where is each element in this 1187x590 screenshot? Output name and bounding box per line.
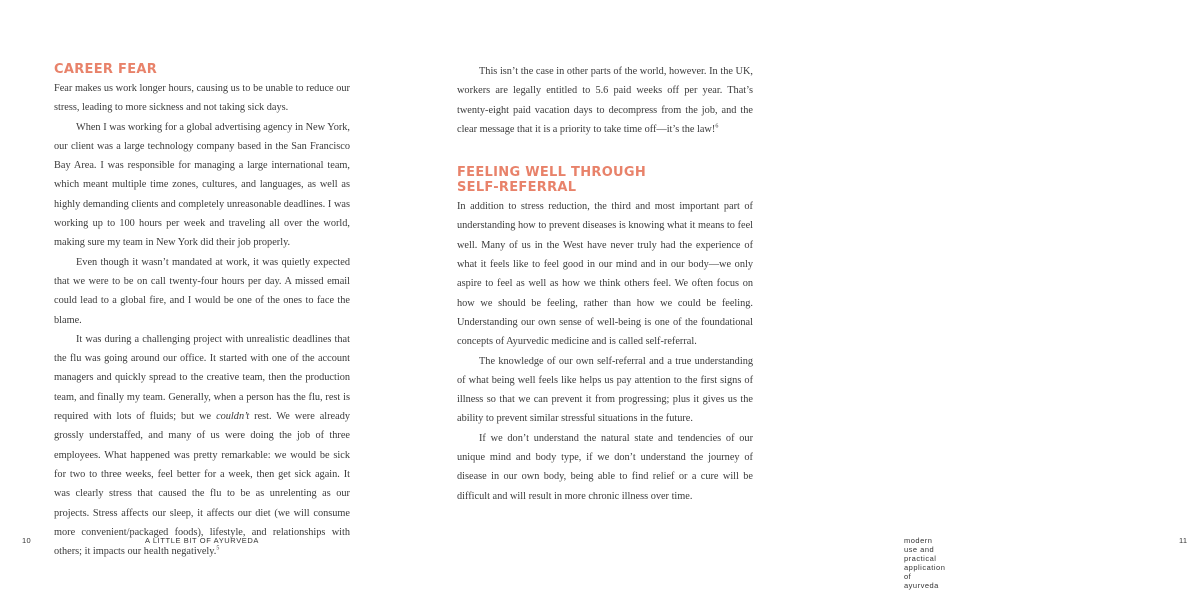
paragraph-text: This isn’t the case in other parts of the world, however. In the UK, workers are legally entitled to 5.6 paid weeks off per year. That’s twenty-eight paid vacation days to decompress from the job, and the clear message that it is a priority to take time off—it’s the law! [457,66,753,135]
page-number: 11 [1179,536,1187,545]
running-head: A LITTLE BIT OF AYURVEDA [145,536,260,545]
paragraph [457,62,753,139]
paragraph: Even though it wasn’t mandated at work, it was quietly expected that we were to be on call twenty-four hours per day. A missed email could lead to a global fire, and I would be one of the ones to face the blame. [54,256,350,326]
paragraph-text: rest. We were already grossly understaffed, and many of us were doing the job of three employees. What happened was pretty remarkable: we would be sick for two to three weeks, feel better for a week, then get sick again. It was clearly stress that caused the flu to be as unrelenting as our projects. Stress affects our sleep, it affects our diet (we will consume more convenient/packaged foods), lifestyle, and relationships with others; it impacts our health negatively. [54,411,350,558]
emphasis-text: couldn’t [216,411,250,423]
paragraph: If we don’t understand the natural state and tendencies of our unique mind and body type, if we don’t understand the journey of disease in our own body, being able to find relief or a cure will be difficult and will result in more chronic illness over time. [457,432,753,502]
heading-line: SELF-REFERRAL [457,180,577,196]
section-spacer [457,139,753,165]
paragraph: Fear makes us work longer hours, causing us to be unable to reduce our stress, leading to more sickness and not taking sick days. [54,83,350,114]
right-page [405,0,1187,590]
page-number: 10 [22,536,31,545]
running-head: modern use and practical application of ayurveda [904,536,946,590]
section-heading-career-fear: CAREER FEAR [54,62,158,77]
section-heading-feeling-well [457,165,753,195]
footnote-marker: 5 [216,545,220,552]
right-text-column [457,62,753,506]
footnote-marker: 6 [715,123,719,130]
left-page [0,0,405,567]
left-text-column [54,62,350,561]
heading-line: FEELING WELL THROUGH [457,165,647,181]
paragraph: In addition to stress reduction, the third and most important part of understanding how to prevent diseases is knowing what it means to feel well. Many of us in the West have never truly had the experience of what it feels like to feel good in our mind and in our body—we only aspire to feel as well as how we think others feel. We often focus on how we should be feeling, rather than how we could be feeling. Understanding our own sense of well-being is one of the foundational concepts of Ayurvedic medicine and is called self-referral. [457,201,753,348]
paragraph-text: It was during a challenging project with unrealistic deadlines that the flu was going around our office. It started with one of the account managers and quickly spread to the creative team, then the production team, and finally my team. Generally, when a person has the flu, rest is required with lots of fluids; but we [54,333,350,423]
paragraph [54,330,350,562]
paragraph: When I was working for a global advertising agency in New York, our client was a large technology company based in the San Francisco Bay Area. I was responsible for managing a large international team, which meant multiple time zones, cultures, and languages, as well as highly demanding clients and completely unreasonable deadlines. I was working up to 100 hours per week and traveling all over the world, making sure my team in New York did their job properly. [54,121,350,249]
paragraph: The knowledge of our own self-referral and a true understanding of what being well feels like helps us pay attention to the first signs of illness so that we can prevent it from progressing; plus it gives us the ability to prevent similar stressful situations in the future. [457,355,753,425]
